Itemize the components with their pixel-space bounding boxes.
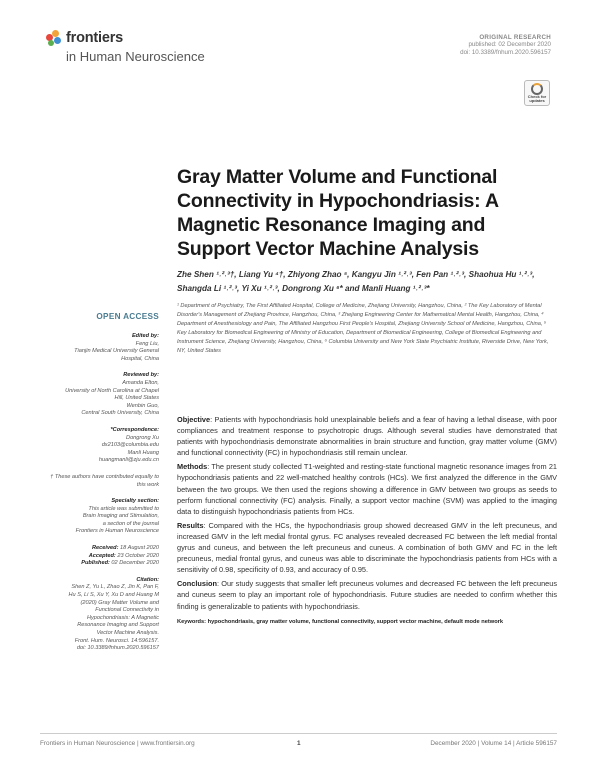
published-value: 02 December 2020 — [111, 560, 159, 567]
check-updates-label-2: updates — [529, 98, 545, 104]
received-label: Received: — [92, 545, 119, 552]
citation-block — [40, 577, 159, 653]
author[interactable]: Liang Yu ⁴†, — [238, 270, 286, 279]
objective-text: : Patients with hypochondriasis hold unexplainable beliefs and a fear of having a lethal disease, with poor compliances and treatment response to psychotropic drugs. Although several studies have demonstrated that patients with hypochondriasis demonstrate abnormalities in brain structure and function, gray matter volume (GMV) and functional connectivity (FC) in hypochondriasis still remain unclear. — [177, 415, 557, 458]
author[interactable]: Dongrong Xu ⁶* and — [282, 284, 360, 293]
reviewer-line: University of North Carolina at Chapel — [65, 387, 159, 394]
footer-journal-link[interactable]: Frontiers in Human Neuroscience | www.frontiersin.org — [40, 740, 195, 747]
doi-link[interactable]: doi: 10.3389/fnhum.2020.596157 — [460, 49, 551, 57]
correspondent-name: Dongrong Xu — [126, 434, 159, 441]
citation-heading: Citation: — [136, 576, 159, 583]
author-list — [177, 268, 557, 296]
check-updates-label-1: Check for — [527, 94, 547, 99]
author[interactable]: Manli Huang ¹˒²˒³* — [361, 284, 430, 293]
specialty-line: This article was submitted to — [88, 505, 159, 512]
specialty-line: Frontiers in Human Neuroscience — [75, 528, 159, 535]
accepted-date — [40, 553, 159, 561]
conclusion-text: : Our study suggests that smaller left precuneus volumes and decreased FC between the left precuneus and cuneus seem to play an important role of hypochondriasis. Future studies are needed to confirm whether this finding is generalizable to patients with hypochondriasis. — [177, 579, 557, 611]
author[interactable]: Shangda Li ¹˒²˒³, — [177, 284, 240, 293]
abstract-conclusion — [177, 578, 557, 611]
correspondent-name: Manli Huang — [127, 449, 159, 456]
received-value: 18 August 2020 — [120, 545, 159, 552]
keywords: Keywords: hypochondriasis, gray matter volume, functional connectivity, support vector machine, default mode network — [177, 618, 504, 625]
author[interactable]: Zhiyong Zhao ⁵, — [287, 270, 350, 279]
specialty-line: Brain Imaging and Stimulation, — [82, 513, 159, 520]
reviewer-line: Hill, United States — [114, 395, 159, 402]
citation-line: Hu S, Li S, Xu Y, Xu D and Huang M — [68, 592, 159, 599]
abstract — [177, 414, 557, 626]
author[interactable]: Yi Xu ¹˒²˒³, — [241, 284, 280, 293]
reviewer-line: Wenbin Guo, — [126, 402, 159, 409]
citation-line[interactable]: doi: 10.3389/fnhum.2020.596157 — [76, 645, 159, 652]
accepted-value: 23 October 2020 — [117, 552, 159, 559]
author[interactable]: Zhe Shen ¹˒²˒³†, — [177, 270, 237, 279]
methods-label: Methods — [177, 462, 208, 472]
citation-line: Vector Machine Analysis. — [96, 630, 159, 636]
journal-logo[interactable] — [44, 28, 205, 72]
footer-issue-info: December 2020 | Volume 14 | Article 596157 — [430, 740, 557, 747]
specialty-heading: Specialty section: — [111, 498, 159, 505]
abstract-methods — [177, 461, 557, 516]
editor-line: Tianjin Medical University General — [74, 348, 159, 355]
edited-by-block — [40, 333, 159, 363]
accepted-label: Accepted: — [88, 552, 116, 559]
logo-wordmark: frontiers — [66, 30, 124, 46]
results-text: : Compared with the HCs, the hypochondriasis group showed decreased GMV in the left precuneus, and increased GMV in the left medial frontal gyrus. FC analyses revealed decreased FC between the left medial frontal gyrus and cuneus, and between the left precuneus and cuneus. A combination of both GMV and FC in the left precuneus, medial frontal gyrus, and cuneus was able to discriminate the hypochondriasis patients from HCs with a sensitivity of 0.98, specificity of 0.93, and accuracy of 0.95. — [177, 520, 557, 575]
published-label: Published: — [81, 560, 110, 567]
citation-line: (2020) Gray Matter Volume and — [80, 599, 159, 606]
conclusion-label: Conclusion — [177, 579, 217, 589]
editor-line: Feng Liu, — [135, 340, 159, 347]
reviewer-line: Amanda Elton, — [122, 379, 159, 386]
specialty-line: a section of the journal — [102, 520, 159, 527]
author[interactable]: Fen Pan ¹˒²˒³, — [416, 270, 467, 279]
equal-contribution-note: † These authors have contributed equally to this work — [50, 473, 159, 488]
citation-line: Functional Connectivity in — [95, 607, 159, 614]
correspondence-block — [40, 427, 159, 465]
objective-label: Objective — [177, 415, 211, 424]
correspondence-heading: *Correspondence: — [110, 426, 159, 433]
open-access-label: OPEN ACCESS — [96, 312, 159, 321]
reviewed-by-block — [40, 372, 159, 418]
results-label: Results — [177, 520, 204, 530]
citation-line: Front. Hum. Neurosci. 14:596157. — [74, 637, 159, 644]
frontiers-logo-icon — [44, 28, 64, 48]
reviewer-line: Central South University, China — [81, 410, 159, 417]
abstract-results — [177, 520, 557, 575]
specialty-section-block — [40, 498, 159, 536]
abstract-objective — [177, 414, 557, 458]
article-title: Gray Matter Volume and Functional Connectivity in Hypochondriasis: A Magnetic Resonance Imaging and Support Vector Machine Analysis — [177, 166, 499, 260]
dates-block — [40, 545, 159, 568]
published-date: published: 02 December 2020 — [468, 41, 551, 48]
editor-line: Hospital, China — [121, 355, 159, 362]
citation-line: Hypochondriasis: A Magnetic — [86, 614, 159, 621]
author[interactable]: Kangyu Jin ¹˒²˒³, — [351, 270, 415, 279]
article-meta-header — [460, 34, 551, 57]
correspondent-email[interactable]: huangmanli@zju.edu.cn — [98, 457, 159, 464]
reviewed-by-heading: Reviewed by: — [123, 372, 159, 379]
author[interactable]: Shaohua Hu ¹˒²˒³, — [468, 270, 535, 279]
affiliations: ¹ Department of Psychiatry, The First Affiliated Hospital, College of Medicine, Zhejiang University, Hangzhou, China, ² The Key Laboratory of Mental Disorder's Management of Zhejiang Province, Hangzhou, China, ³ Zhejiang Engineering Center for Mathematical Mental Health, Hangzhou, China, ⁴ Department of Anesthesiology and Pain, The Affiliated Hangzhou First People's Hospital, Zhejiang University School of Medicine, Hangzhou, China, ⁵ Key Laboratory for Biomedical Engineering of Ministry of Education, Department of Biomedical Engineering, College of Biomedical Engineering and Instrument Science, Zhejiang University, Hangzhou, China, ⁶ Columbia University and New York State Psychiatric Institute, Riverside Drive, New York, NY, United States — [177, 303, 549, 354]
page-number: 1 — [297, 740, 301, 747]
edited-by-heading: Edited by: — [131, 333, 159, 339]
footer-divider — [40, 733, 557, 734]
methods-text: : The present study collected T1-weighted and resting-state functional magnetic resonance images from 21 hypochondriasis patients and 22 well-matched healthy controls (HCs). We first analyzed the difference in the GMV between the two groups. We then used the regions showing a difference in GMV between two groups as seeds to perform functional connectivity (FC) analysis. Finally, a support vector machine (SVM) was applied to the imaging data to distinguish hypochondriasis patients from HCs. — [177, 462, 557, 516]
check-for-updates-button[interactable] — [524, 80, 550, 106]
sidebar-info — [40, 333, 159, 662]
journal-name: in Human Neuroscience — [66, 49, 205, 64]
published-date-side — [40, 560, 159, 568]
received-date — [40, 545, 159, 553]
article-type: ORIGINAL RESEARCH — [479, 34, 551, 41]
citation-line: Shen Z, Yu L, Zhao Z, Jin K, Pan F, — [71, 584, 159, 591]
correspondent-email[interactable]: dx2103@columbia.edu — [101, 442, 159, 449]
citation-line: Resonance Imaging and Support — [77, 622, 159, 629]
